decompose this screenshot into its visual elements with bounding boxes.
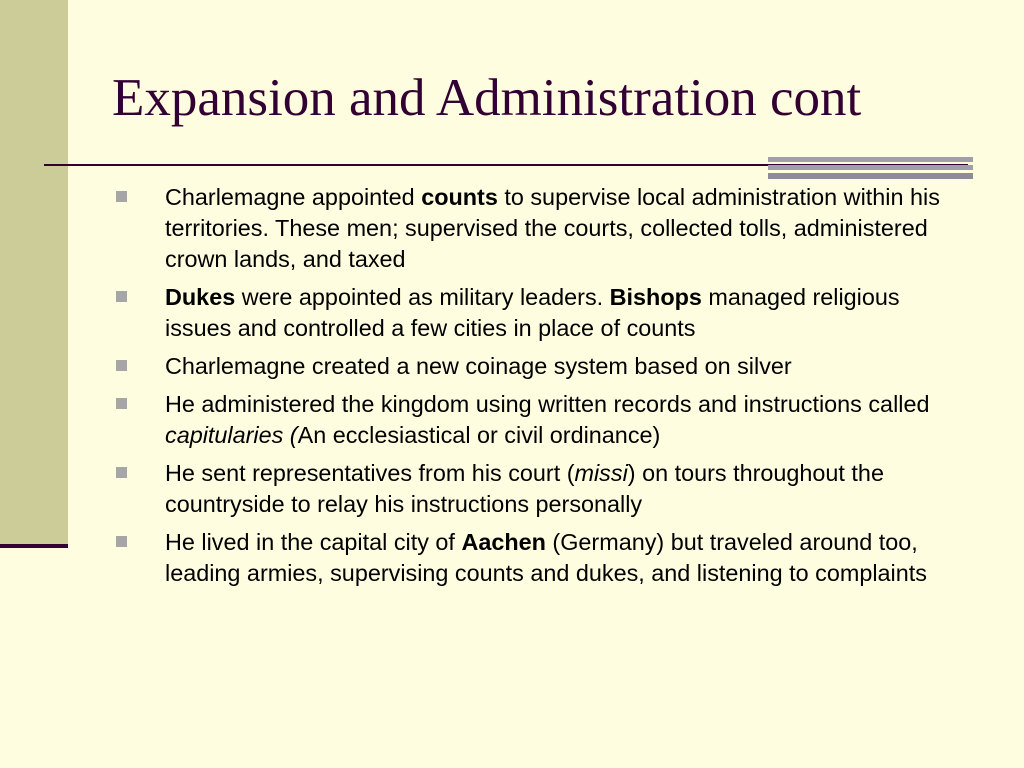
accent-bars xyxy=(768,157,973,182)
square-bullet-icon xyxy=(116,398,127,409)
square-bullet-icon xyxy=(116,536,127,547)
bullet-text: He administered the kingdom using written records and instructions called capitularies (An ecclesiastical or civil ordinance) xyxy=(165,391,930,448)
bullet-text: Charlemagne created a new coinage system based on silver xyxy=(165,353,792,379)
left-band-rule xyxy=(0,544,68,548)
left-decorative-band xyxy=(0,0,68,545)
accent-bar-top xyxy=(768,157,973,162)
keyword-aachen: Aachen xyxy=(461,529,546,555)
slide-title: Expansion and Administration cont xyxy=(112,69,862,127)
accent-bar-bottom xyxy=(768,173,973,179)
bullet-item-dukes-bishops xyxy=(116,282,966,344)
bullet-text: Dukes were appointed as military leaders. Bishops managed religious issues and controlled a few cities in place of counts xyxy=(165,284,900,341)
keyword-counts: counts xyxy=(421,184,498,210)
term-missi: missi xyxy=(574,460,628,486)
square-bullet-icon xyxy=(116,360,127,371)
square-bullet-icon xyxy=(116,467,127,478)
bullet-text: He sent representatives from his court (missi) on tours throughout the countryside to relay his instructions personally xyxy=(165,460,884,517)
bullet-item-coinage xyxy=(116,351,966,382)
bullet-item-aachen xyxy=(116,527,966,589)
keyword-dukes: Dukes xyxy=(165,284,236,310)
square-bullet-icon xyxy=(116,191,127,202)
bullet-item-capitularies xyxy=(116,389,966,451)
bullet-item-counts xyxy=(116,182,966,275)
square-bullet-icon xyxy=(116,291,127,302)
term-capitularies: capitularies ( xyxy=(165,422,298,448)
bullet-list xyxy=(116,182,966,596)
bullet-text: Charlemagne appointed counts to supervise local administration within his territories. These men; supervised the courts, collected tolls, administered crown lands, and taxed xyxy=(165,184,940,272)
keyword-bishops: Bishops xyxy=(609,284,702,310)
accent-bar-middle xyxy=(768,165,973,170)
bullet-text: He lived in the capital city of Aachen (Germany) but traveled around too, leading armies, supervising counts and dukes, and listening to complaints xyxy=(165,529,927,586)
bullet-item-missi xyxy=(116,458,966,520)
